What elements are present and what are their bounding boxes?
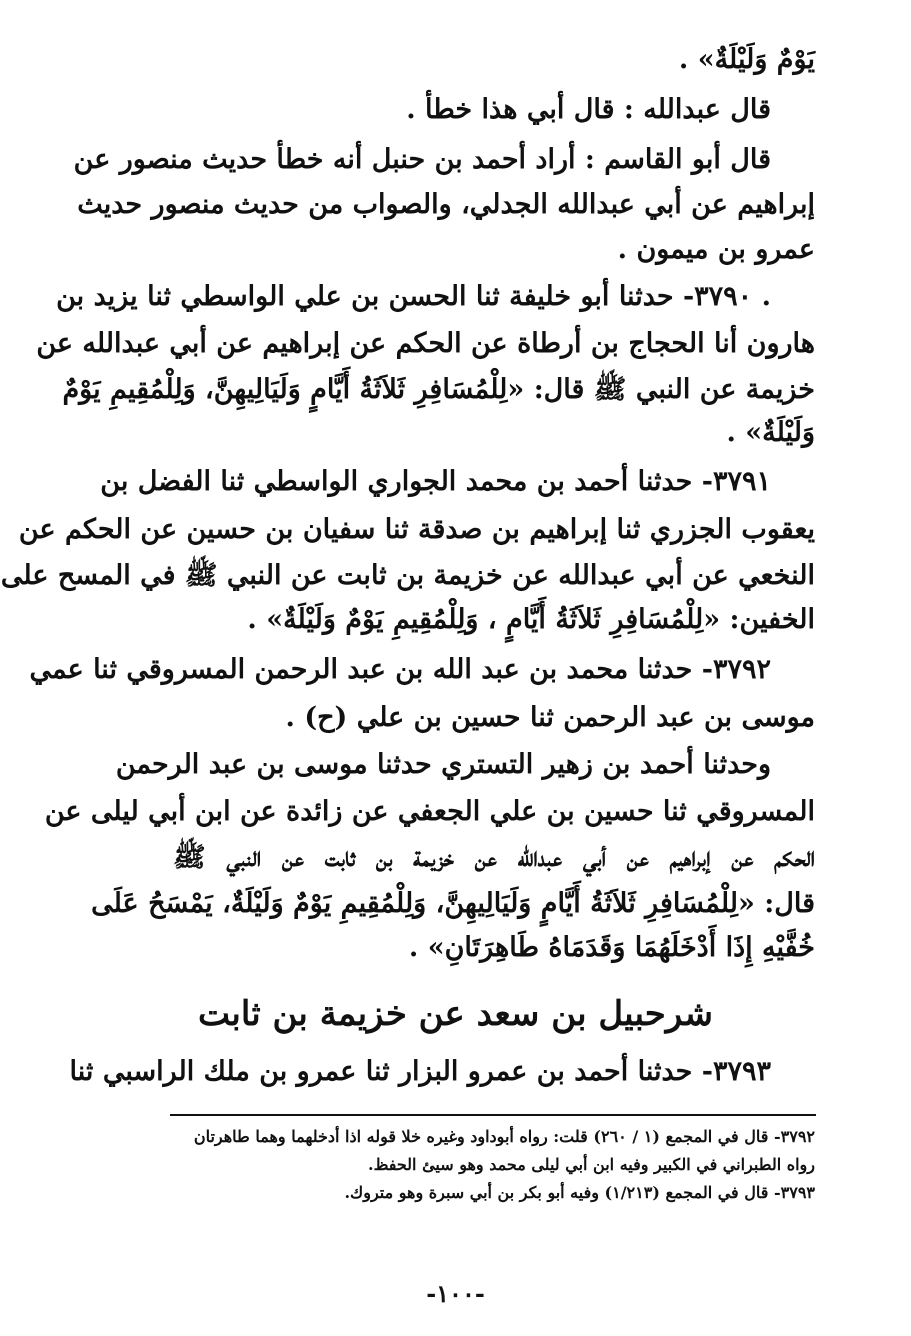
footnote-line: رواه الطبراني في الكبير وفيه ابن أبي ليلى محمد وهو سيئ الحفظ.	[368, 1155, 815, 1174]
text-line: وَلَيْلَةٌ» .	[726, 417, 815, 448]
text-line: يعقوب الجزري ثنا إبراهيم بن صدقة ثنا سفيان بن حسين عن الحكم عن	[18, 514, 815, 545]
text-line: قال عبدالله : قال أبي هذا خطأ .	[406, 94, 771, 125]
text-line: هارون أنا الحجاج بن أرطاة عن الحكم عن إبراهيم عن أبي عبدالله عن	[36, 328, 815, 359]
footnote-line: ٣٧٩٣- قال في المجمع (١/٢١٣) وفيه أبو بكر بن أبي سبرة وهو متروك.	[344, 1183, 815, 1202]
text-line: خزيمة عن النبي ﷺ قال: «لِلْمُسَافِرِ ثَلاَثَةُ أَيَّامٍ وَلَيَالِيهِنَّ، وَلِلْمُقِيمِ يَوْمٌ	[62, 374, 815, 405]
text-line: وحدثنا أحمد بن زهير التستري حدثنا موسى بن عبد الرحمن	[115, 749, 771, 780]
text-line: قال: «لِلْمُسَافِرِ ثَلاَثَةُ أَيَّامٍ وَلَيَالِيهِنَّ، وَلِلْمُقِيمِ يَوْمٌ وَلَيْلَةٌ، يَمْسَحُ عَلَى	[91, 888, 815, 919]
footnote-line: ٣٧٩٢- قال في المجمع (١ / ٢٦٠) قلت: رواه أبوداود وغيره خلا قوله اذا أدخلهما وهما طاهرتان	[193, 1127, 815, 1146]
text-line: يَوْمٌ وَلَيْلَةٌ» .	[678, 44, 815, 75]
footnote-divider	[170, 1114, 816, 1116]
text-line: الخفين: «لِلْمُسَافِرِ ثَلاَثَةُ أَيَّامٍ ، وَلِلْمُقِيمِ يَوْمٌ وَلَيْلَةٌ» .	[247, 604, 815, 635]
hadith-3792-line: ٣٧٩٢- حدثنا محمد بن عبد الله بن عبد الرحمن المسروقي ثنا عمي	[29, 654, 771, 685]
hadith-3790-line: . ٣٧٩٠- حدثنا أبو خليفة ثنا الحسن بن علي الواسطي ثنا يزيد بن	[56, 281, 771, 312]
text-line: عمرو بن ميمون .	[617, 234, 815, 265]
page-number: -١٠٠-	[426, 1279, 485, 1308]
section-heading: شرحبيل بن سعد عن خزيمة بن ثابت	[198, 994, 713, 1034]
text-line: المسروقي ثنا حسين بن علي الجعفي عن زائدة عن ابن أبي ليلى عن	[44, 796, 815, 827]
hadith-3791-line: ٣٧٩١- حدثنا أحمد بن محمد الجواري الواسطي ثنا الفضل بن	[100, 466, 771, 497]
text-line: الحكم عن إبراهيم عن أبي عبدالله عن خزيمة بن ثابت عن النبي ﷺ	[173, 842, 815, 873]
text-line: خُفَّيْهِ إِذَا أَدْخَلَهُمَا وَقَدَمَاهُ طَاهِرَتَانِ» .	[408, 932, 815, 963]
text-line: قال أبو القاسم : أراد أحمد بن حنبل أنه خطأ حديث منصور عن	[73, 144, 771, 175]
text-line: موسى بن عبد الرحمن ثنا حسين بن علي (ح) .	[285, 702, 815, 733]
hadith-3793-line: ٣٧٩٣- حدثنا أحمد بن عمرو البزار ثنا عمرو بن ملك الراسبي ثنا	[69, 1056, 771, 1087]
text-line: النخعي عن أبي عبدالله عن خزيمة بن ثابت عن النبي ﷺ في المسح على	[0, 560, 815, 591]
text-line: إبراهيم عن أبي عبدالله الجدلي، والصواب من حديث منصور حديث	[77, 189, 815, 220]
